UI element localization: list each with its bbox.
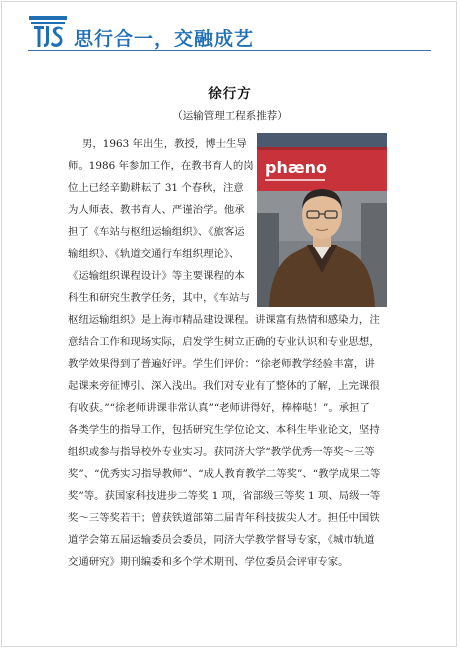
bio-line: 道学会第五届运输委员会委员，同济大学教学督导专家，《城市轨道 (68, 534, 375, 546)
bio-line: 意结合工作和现场实际，启发学生树立正确的专业认识和专业思想， (68, 336, 380, 348)
bio-line: 输组织》、《轨道交通行车组织理论》、 (68, 248, 240, 260)
page-header (28, 14, 428, 60)
bio-line: 位上已经辛勤耕耘了 31 个春秋，注意 (68, 182, 244, 194)
bio-line: 交通研究》期刊编委和多个学术期刊、学位委员会评审专家。 (68, 556, 349, 568)
photo-sign-text: phæno (265, 158, 327, 177)
bio-line: 担了《车站与枢纽运输组织》、《旅客运 (68, 226, 245, 238)
header-slogan: 思行合一，交融成艺 (74, 28, 255, 50)
bio-line: 有收获。”“徐老师讲课非常认真”“老师讲得好，棒棒哒！”。承担了 (68, 402, 370, 414)
bio-line: 师。1986 年参加工作，在教书育人的岗 (68, 160, 254, 172)
recommendation-note: （运输管理工程系推荐） (172, 110, 288, 122)
bio-line: 起课来旁征博引、深入浅出。我们对专业有了整体的了解，上完课很 (68, 380, 380, 392)
portrait-illustration (257, 133, 387, 307)
university-logo (28, 14, 68, 50)
bio-line: 枢纽运输组织》是上海市精品建设课程。讲课富有热情和感染力，注 (68, 314, 380, 326)
profile-name: 徐行方 (208, 86, 252, 102)
bio-line: 奖”、“优秀实习指导教师”、“成人教育教学二等奖”、“教学成果二等 (68, 468, 381, 480)
header-divider (28, 50, 431, 51)
bio-line: 教学效果得到了普遍好评。学生们评价：“徐老师教学经验丰富，讲 (68, 358, 375, 370)
bio-line: 科生和研究生教学任务，其中，《车站与 (68, 292, 250, 304)
bio-line: 奖”等。获国家科技进步二等奖 1 项，省部级三等奖 1 项、局级一等 (68, 490, 381, 502)
bio-line: 男，1963 年出生，教授，博士生导 (82, 138, 247, 150)
portrait-photo (257, 133, 387, 307)
bio-line: 组织或参与指导校外专业实习。获同济大学“教学优秀一等奖～三等 (68, 446, 375, 458)
bio-line: 各类学生的指导工作，包括研究生学位论文、本科生毕业论文，坚持 (68, 424, 380, 436)
bio-line: 奖～三等奖若干；曾获铁道部第二届青年科技拔尖人才。担任中国铁 (68, 512, 380, 524)
bio-line: 《运输组织课程设计》等主要课程的本 (68, 270, 245, 282)
bio-line: 为人师表、教书育人、严谨治学。他承 (68, 204, 245, 216)
